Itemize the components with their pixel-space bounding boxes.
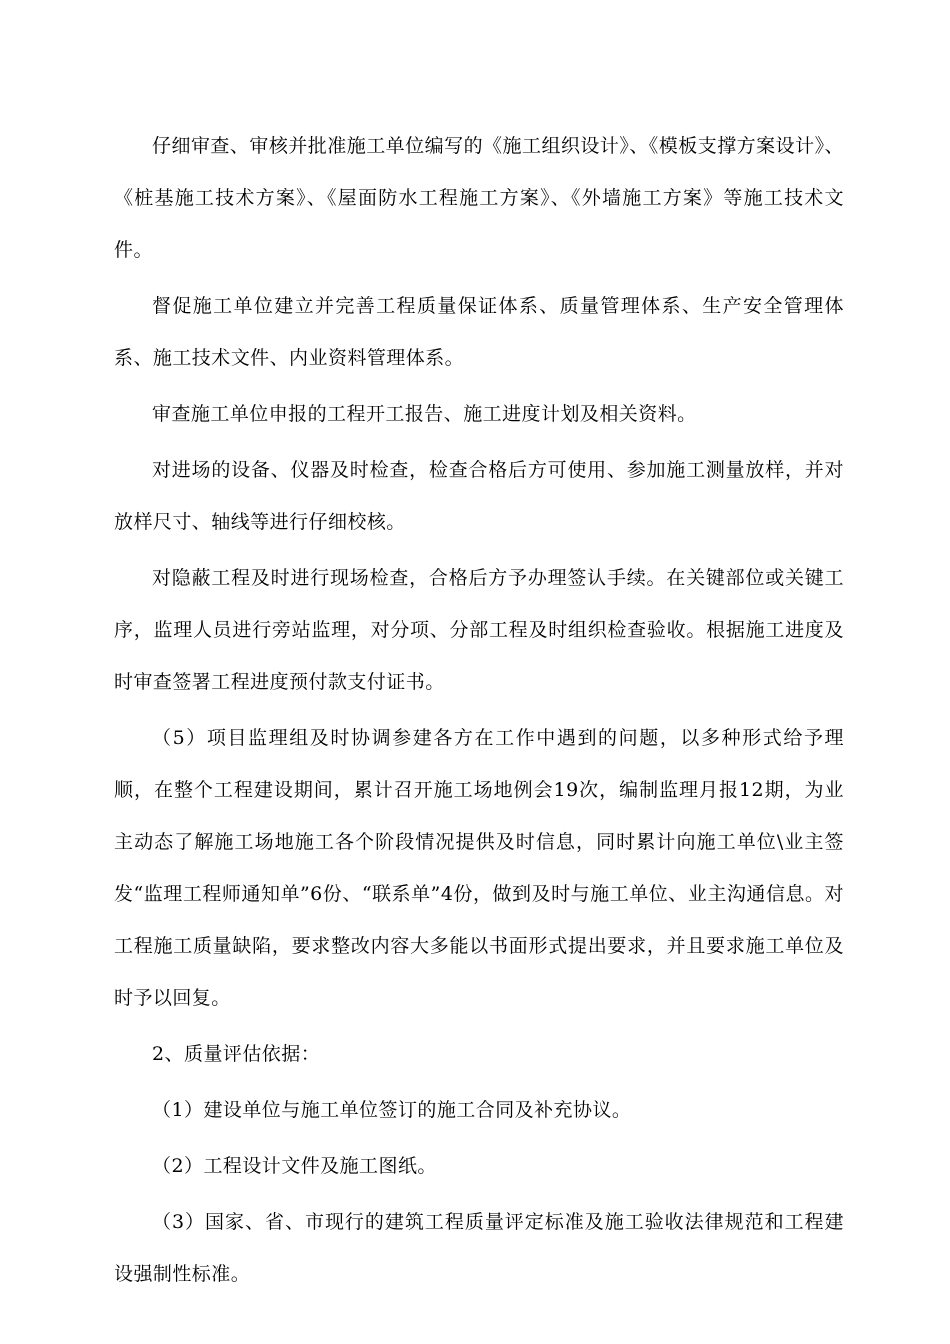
paragraph-quality-system: 督促施工单位建立并完善工程质量保证体系、质量管理体系、生产安全管理体系、施工技术文件、内业资料管理体系。 [114, 295, 844, 369]
section-heading-basis: 2、质量评估依据： [152, 1043, 321, 1065]
paragraph-hidden-works: 对隐蔽工程及时进行现场检查，合格后方予办理签认手续。在关键部位或关键工序，监理人员进行旁站监理，对分项、分部工程及时组织检查验收。根据施工进度及时审查签署工程进度预付款支付证书。 [114, 567, 844, 693]
basis-item-3: （3）国家、省、市现行的建筑工程质量评定标准及施工验收法律规范和工程建设强制性标准。 [114, 1211, 844, 1285]
paragraph-start-report: 审查施工单位申报的工程开工报告、施工进度计划及相关资料。 [152, 403, 697, 425]
paragraph-coordination: （5）项目监理组及时协调参建各方在工作中遇到的问题，以多种形式给予理顺，在整个工程建设期间，累计召开施工场地例会19次，编制监理月报12期，为业主动态了解施工场地施工各个阶段情况提供及时信息，同时累计向施工单位\业主签发“监理工程师通知单”6份、“联系单”4份，做到及时与施工单位、业主沟通信息。对工程施工质量缺陷，要求整改内容大多能以书面形式提出要求，并且要求施工单位及时予以回复。 [114, 727, 844, 1009]
paragraph-review-plans: 仔细审查、审核并批准施工单位编写的《施工组织设计》、《模板支撑方案设计》、《桩基施工技术方案》、《屋面防水工程施工方案》、《外墙施工方案》等施工技术文件。 [114, 135, 844, 261]
paragraph-equipment-check: 对进场的设备、仪器及时检查，检查合格后方可使用、参加施工测量放样，并对放样尺寸、轴线等进行仔细校核。 [114, 459, 844, 533]
document-body [114, 120, 844, 1304]
basis-item-2: （2）工程设计文件及施工图纸。 [152, 1155, 437, 1177]
basis-item-1: （1）建设单位与施工单位签订的施工合同及补充协议。 [152, 1099, 632, 1121]
